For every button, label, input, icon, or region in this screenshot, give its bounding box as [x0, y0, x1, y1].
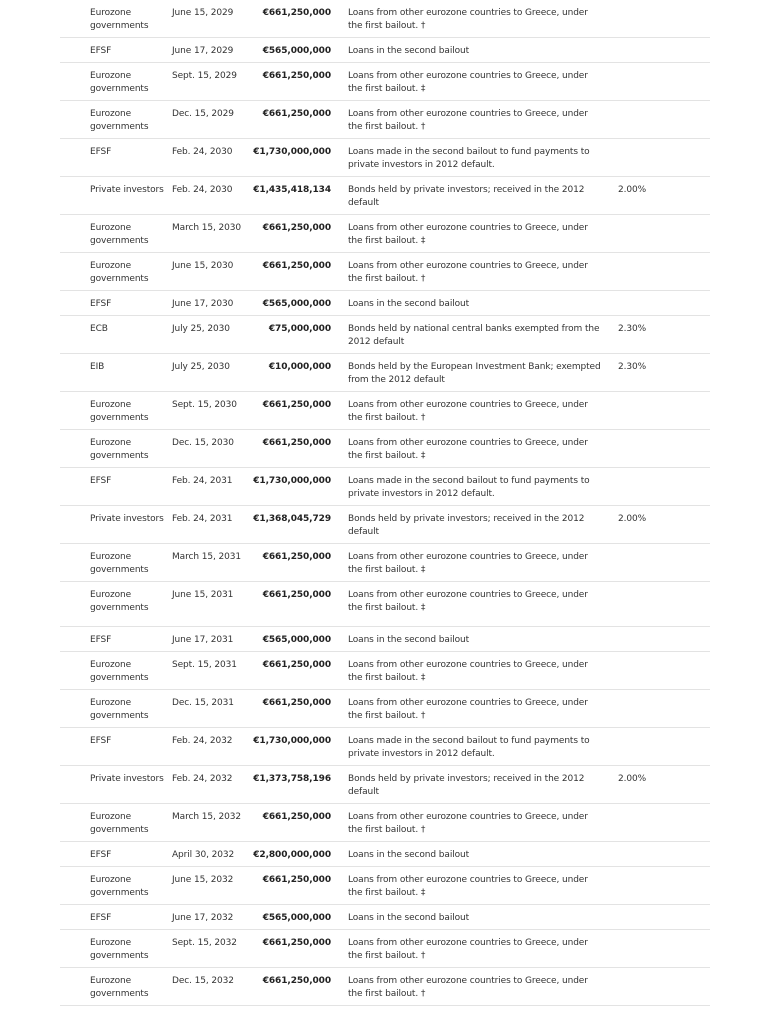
- table-row: [60, 354, 710, 392]
- date-cell: Feb. 24, 2030: [172, 147, 233, 157]
- description-cell: Loans from other eurozone countries to Greece, under the first bailout. ‡: [348, 71, 588, 94]
- holder-cell: EFSF: [90, 635, 112, 645]
- date-cell: June 15, 2030: [172, 261, 234, 271]
- rate-cell: 2.00%: [618, 774, 647, 784]
- rate-cell: 2.30%: [618, 324, 647, 334]
- date-cell: March 15, 2030: [172, 223, 241, 233]
- description-cell: Loans from other eurozone countries to Greece, under the first bailout. ‡: [348, 552, 588, 575]
- holder-cell: Private investors: [90, 514, 164, 524]
- holder-cell: Eurozone governments: [90, 109, 149, 132]
- table-row: [60, 177, 710, 215]
- description-cell: Loans in the second bailout: [348, 850, 470, 860]
- amount-cell: €1,368,045,729: [253, 514, 331, 524]
- date-cell: June 17, 2031: [172, 635, 234, 645]
- description-cell: Loans from other eurozone countries to Greece, under the first bailout. †: [348, 812, 588, 835]
- date-cell: June 15, 2032: [172, 875, 234, 885]
- date-cell: Sept. 15, 2029: [172, 71, 237, 81]
- debt-repayment-table: [60, 0, 710, 1006]
- description-cell: Loans from other eurozone countries to Greece, under the first bailout. †: [348, 261, 588, 284]
- description-cell: Bonds held by private investors; received in the 2012 default: [348, 514, 585, 537]
- description-cell: Bonds held by the European Investment Bank; exempted from the 2012 default: [348, 362, 601, 385]
- date-cell: Sept. 15, 2032: [172, 938, 237, 948]
- date-cell: Dec. 15, 2030: [172, 438, 234, 448]
- amount-cell: €565,000,000: [262, 913, 331, 923]
- description-cell: Loans from other eurozone countries to Greece, under the first bailout. ‡: [348, 438, 588, 461]
- table-row: [60, 842, 710, 867]
- amount-cell: €661,250,000: [262, 223, 331, 233]
- holder-cell: Eurozone governments: [90, 261, 149, 284]
- date-cell: Feb. 24, 2030: [172, 185, 233, 195]
- table-row: [60, 804, 710, 842]
- amount-cell: €1,435,418,134: [253, 185, 331, 195]
- holder-cell: EFSF: [90, 913, 112, 923]
- amount-cell: €661,250,000: [262, 552, 331, 562]
- table-row: [60, 392, 710, 430]
- holder-cell: Eurozone governments: [90, 976, 149, 999]
- holder-cell: Eurozone governments: [90, 400, 149, 423]
- holder-cell: EFSF: [90, 299, 112, 309]
- table-row: [60, 253, 710, 291]
- amount-cell: €2,800,000,000: [253, 850, 331, 860]
- description-cell: Loans from other eurozone countries to Greece, under the first bailout. †: [348, 109, 588, 132]
- table-row: [60, 101, 710, 139]
- date-cell: Dec. 15, 2032: [172, 976, 234, 986]
- table-row: [60, 139, 710, 177]
- date-cell: Sept. 15, 2031: [172, 660, 237, 670]
- date-cell: Feb. 24, 2032: [172, 774, 233, 784]
- holder-cell: Eurozone governments: [90, 812, 149, 835]
- table-row: [60, 544, 710, 582]
- table-row: [60, 316, 710, 354]
- table-row: [60, 468, 710, 506]
- table-row: [60, 0, 710, 38]
- date-cell: July 25, 2030: [172, 362, 230, 372]
- date-cell: Dec. 15, 2029: [172, 109, 234, 119]
- description-cell: Loans in the second bailout: [348, 46, 470, 56]
- holder-cell: Eurozone governments: [90, 875, 149, 898]
- description-cell: Loans from other eurozone countries to Greece, under the first bailout. †: [348, 8, 588, 31]
- table-row: [60, 582, 710, 627]
- description-cell: Bonds held by national central banks exempted from the 2012 default: [348, 324, 600, 347]
- description-cell: Loans in the second bailout: [348, 299, 470, 309]
- date-cell: March 15, 2031: [172, 552, 241, 562]
- amount-cell: €661,250,000: [262, 8, 331, 18]
- description-cell: Bonds held by private investors; received in the 2012 default: [348, 185, 585, 208]
- description-cell: Loans from other eurozone countries to Greece, under the first bailout. †: [348, 938, 588, 961]
- holder-cell: Eurozone governments: [90, 71, 149, 94]
- table-row: [60, 215, 710, 253]
- amount-cell: €661,250,000: [262, 812, 331, 822]
- date-cell: Feb. 24, 2031: [172, 514, 233, 524]
- date-cell: July 25, 2030: [172, 324, 230, 334]
- table-row: [60, 63, 710, 101]
- table-row: [60, 690, 710, 728]
- description-cell: Bonds held by private investors; received in the 2012 default: [348, 774, 585, 797]
- description-cell: Loans in the second bailout: [348, 913, 470, 923]
- amount-cell: €661,250,000: [262, 261, 331, 271]
- holder-cell: Private investors: [90, 774, 164, 784]
- date-cell: June 17, 2032: [172, 913, 234, 923]
- description-cell: Loans in the second bailout: [348, 635, 470, 645]
- amount-cell: €661,250,000: [262, 875, 331, 885]
- holder-cell: EFSF: [90, 46, 112, 56]
- table-row: [60, 506, 710, 544]
- amount-cell: €565,000,000: [262, 635, 331, 645]
- table-row: [60, 905, 710, 930]
- holder-cell: EFSF: [90, 476, 112, 486]
- holder-cell: Eurozone governments: [90, 8, 149, 31]
- amount-cell: €661,250,000: [262, 698, 331, 708]
- amount-cell: €565,000,000: [262, 46, 331, 56]
- table-row: [60, 867, 710, 905]
- table-row: [60, 728, 710, 766]
- description-cell: Loans from other eurozone countries to Greece, under the first bailout. ‡: [348, 590, 588, 613]
- date-cell: June 17, 2030: [172, 299, 234, 309]
- amount-cell: €75,000,000: [268, 324, 331, 334]
- amount-cell: €1,730,000,000: [253, 476, 331, 486]
- description-cell: Loans made in the second bailout to fund payments to private investors in 2012 default.: [348, 476, 590, 499]
- table-row: [60, 38, 710, 63]
- holder-cell: EIB: [90, 362, 105, 372]
- holder-cell: ECB: [90, 324, 108, 334]
- table-row: [60, 430, 710, 468]
- amount-cell: €10,000,000: [268, 362, 331, 372]
- description-cell: Loans from other eurozone countries to Greece, under the first bailout. ‡: [348, 223, 588, 246]
- date-cell: April 30, 2032: [172, 850, 235, 860]
- description-cell: Loans from other eurozone countries to Greece, under the first bailout. ‡: [348, 875, 588, 898]
- table-row: [60, 291, 710, 316]
- description-cell: Loans from other eurozone countries to Greece, under the first bailout. †: [348, 698, 588, 721]
- holder-cell: Private investors: [90, 185, 164, 195]
- amount-cell: €1,730,000,000: [253, 736, 331, 746]
- date-cell: Feb. 24, 2031: [172, 476, 233, 486]
- holder-cell: Eurozone governments: [90, 698, 149, 721]
- amount-cell: €661,250,000: [262, 976, 331, 986]
- date-cell: June 17, 2029: [172, 46, 234, 56]
- date-cell: Feb. 24, 2032: [172, 736, 233, 746]
- date-cell: June 15, 2031: [172, 590, 234, 600]
- amount-cell: €661,250,000: [262, 938, 331, 948]
- table-row: [60, 930, 710, 968]
- holder-cell: Eurozone governments: [90, 552, 149, 575]
- holder-cell: EFSF: [90, 850, 112, 860]
- description-cell: Loans from other eurozone countries to Greece, under the first bailout. ‡: [348, 660, 588, 683]
- holder-cell: Eurozone governments: [90, 660, 149, 683]
- holder-cell: Eurozone governments: [90, 438, 149, 461]
- description-cell: Loans made in the second bailout to fund payments to private investors in 2012 default.: [348, 736, 590, 759]
- amount-cell: €565,000,000: [262, 299, 331, 309]
- amount-cell: €1,373,758,196: [253, 774, 331, 784]
- holder-cell: EFSF: [90, 736, 112, 746]
- amount-cell: €661,250,000: [262, 590, 331, 600]
- description-cell: Loans from other eurozone countries to Greece, under the first bailout. †: [348, 976, 588, 999]
- amount-cell: €661,250,000: [262, 400, 331, 410]
- holder-cell: Eurozone governments: [90, 223, 149, 246]
- table-row: [60, 968, 710, 1006]
- table-row: [60, 627, 710, 652]
- date-cell: June 15, 2029: [172, 8, 234, 18]
- table-row: [60, 766, 710, 804]
- rate-cell: 2.30%: [618, 362, 647, 372]
- rate-cell: 2.00%: [618, 514, 647, 524]
- amount-cell: €661,250,000: [262, 71, 331, 81]
- holder-cell: Eurozone governments: [90, 590, 149, 613]
- date-cell: March 15, 2032: [172, 812, 241, 822]
- description-cell: Loans made in the second bailout to fund payments to private investors in 2012 default.: [348, 147, 590, 170]
- rate-cell: 2.00%: [618, 185, 647, 195]
- amount-cell: €661,250,000: [262, 109, 331, 119]
- date-cell: Sept. 15, 2030: [172, 400, 237, 410]
- amount-cell: €661,250,000: [262, 660, 331, 670]
- table-row: [60, 652, 710, 690]
- description-cell: Loans from other eurozone countries to Greece, under the first bailout. †: [348, 400, 588, 423]
- holder-cell: Eurozone governments: [90, 938, 149, 961]
- amount-cell: €1,730,000,000: [253, 147, 331, 157]
- holder-cell: EFSF: [90, 147, 112, 157]
- amount-cell: €661,250,000: [262, 438, 331, 448]
- date-cell: Dec. 15, 2031: [172, 698, 234, 708]
